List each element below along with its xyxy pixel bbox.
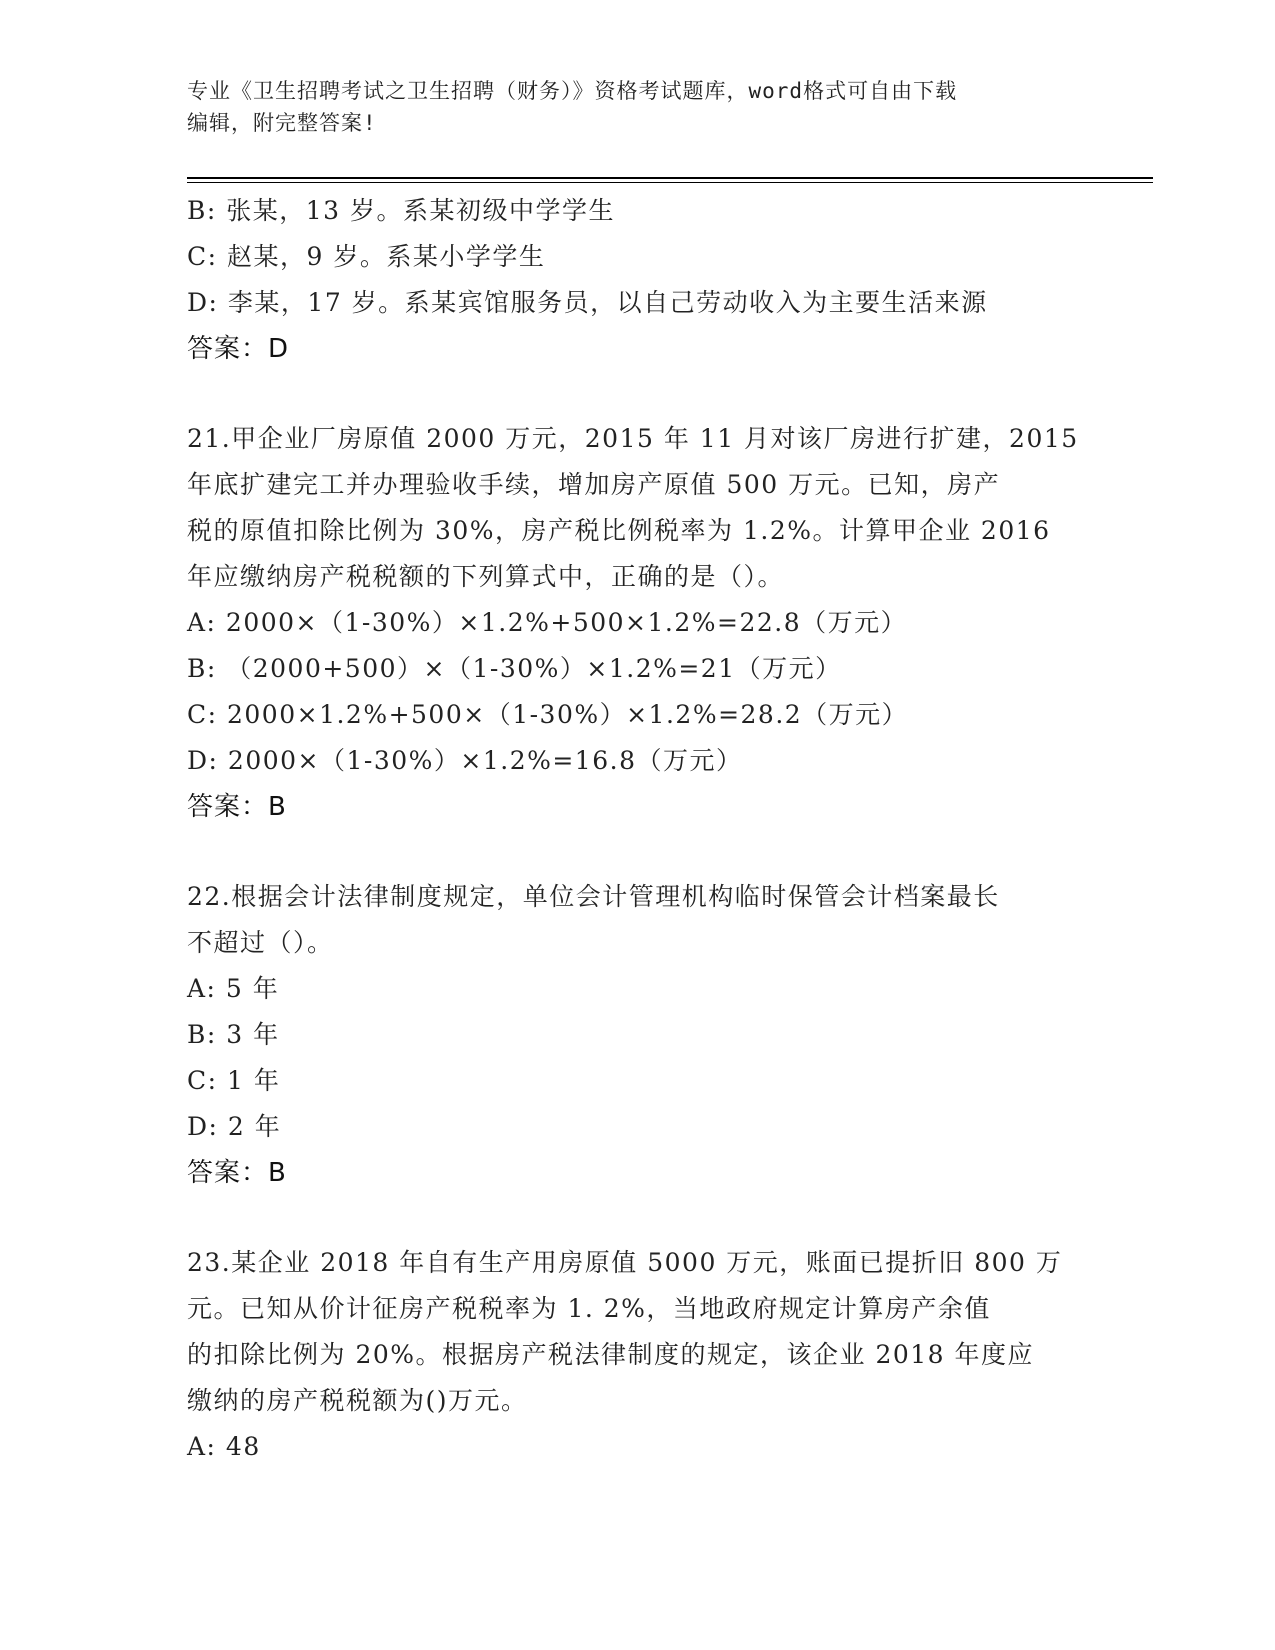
option-c: C: 2000×1.2%+500×（1-30%）×1.2%=28.2（万元） (187, 700, 909, 729)
option-a: A: 48 (187, 1432, 261, 1461)
option-b: B: 3 年 (187, 1020, 280, 1049)
spacer (187, 830, 1087, 874)
header-line-2: 编辑，附完整答案! (187, 111, 377, 135)
option-c: C: 1 年 (187, 1066, 281, 1095)
question-stem-line: 的扣除比例为 20%。根据房产税法律制度的规定，该企业 2018 年度应 (187, 1340, 1035, 1369)
option-d: D: 2000×（1-30%）×1.2%=16.8（万元） (187, 746, 743, 775)
option-d: D: 2 年 (187, 1112, 282, 1141)
header-line-1: 专业《卫生招聘考试之卫生招聘（财务）》资格考试题库，word格式可自由下载 (187, 79, 958, 103)
question-stem-line: 21.甲企业厂房原值 2000 万元，2015 年 11 月对该厂房进行扩建，2015 (187, 424, 1079, 453)
header-rule-thick (187, 177, 1153, 179)
prev-question-block (187, 188, 1087, 372)
option-a: A: 2000×（1-30%）×1.2%+500×1.2%=22.8（万元） (187, 608, 908, 637)
spacer (187, 1196, 1087, 1240)
header-rule-thin (187, 182, 1153, 183)
option-c: C: 赵某，9 岁。系某小学学生 (187, 242, 546, 271)
option-b: B: （2000+500）×（1-30%）×1.2%=21（万元） (187, 654, 842, 683)
answer-line: 答案：B (187, 1158, 287, 1188)
question-stem-line: 22.根据会计法律制度规定，单位会计管理机构临时保管会计档案最长 (187, 882, 1000, 911)
question-content (187, 188, 1087, 1470)
option-b: B: 张某，13 岁。系某初级中学学生 (187, 196, 616, 225)
question-stem-line: 元。已知从价计征房产税税率为 1. 2%，当地政府规定计算房产余值 (187, 1294, 991, 1323)
option-d: D: 李某，17 岁。系某宾馆服务员，以自己劳动收入为主要生活来源 (187, 288, 988, 317)
question-stem-line: 年底扩建完工并办理验收手续，增加房产原值 500 万元。已知，房产 (187, 470, 1001, 499)
option-a: A: 5 年 (187, 974, 280, 1003)
question-22-block (187, 874, 1087, 1196)
question-23-block (187, 1240, 1087, 1470)
question-stem-line: 税的原值扣除比例为 30%，房产税比例税率为 1.2%。计算甲企业 2016 (187, 516, 1051, 545)
question-21-block (187, 416, 1087, 830)
answer-line: 答案：D (187, 334, 290, 364)
answer-line: 答案：B (187, 792, 287, 822)
question-stem-line: 缴纳的房产税税额为()万元。 (187, 1386, 528, 1415)
question-stem-line: 年应缴纳房产税税额的下列算式中，正确的是（）。 (187, 562, 785, 591)
question-stem-line: 23.某企业 2018 年自有生产用房原值 5000 万元，账面已提折旧 800 万 (187, 1248, 1063, 1277)
spacer (187, 372, 1087, 416)
question-stem-line: 不超过（）。 (187, 928, 334, 957)
page-header (187, 75, 1067, 139)
